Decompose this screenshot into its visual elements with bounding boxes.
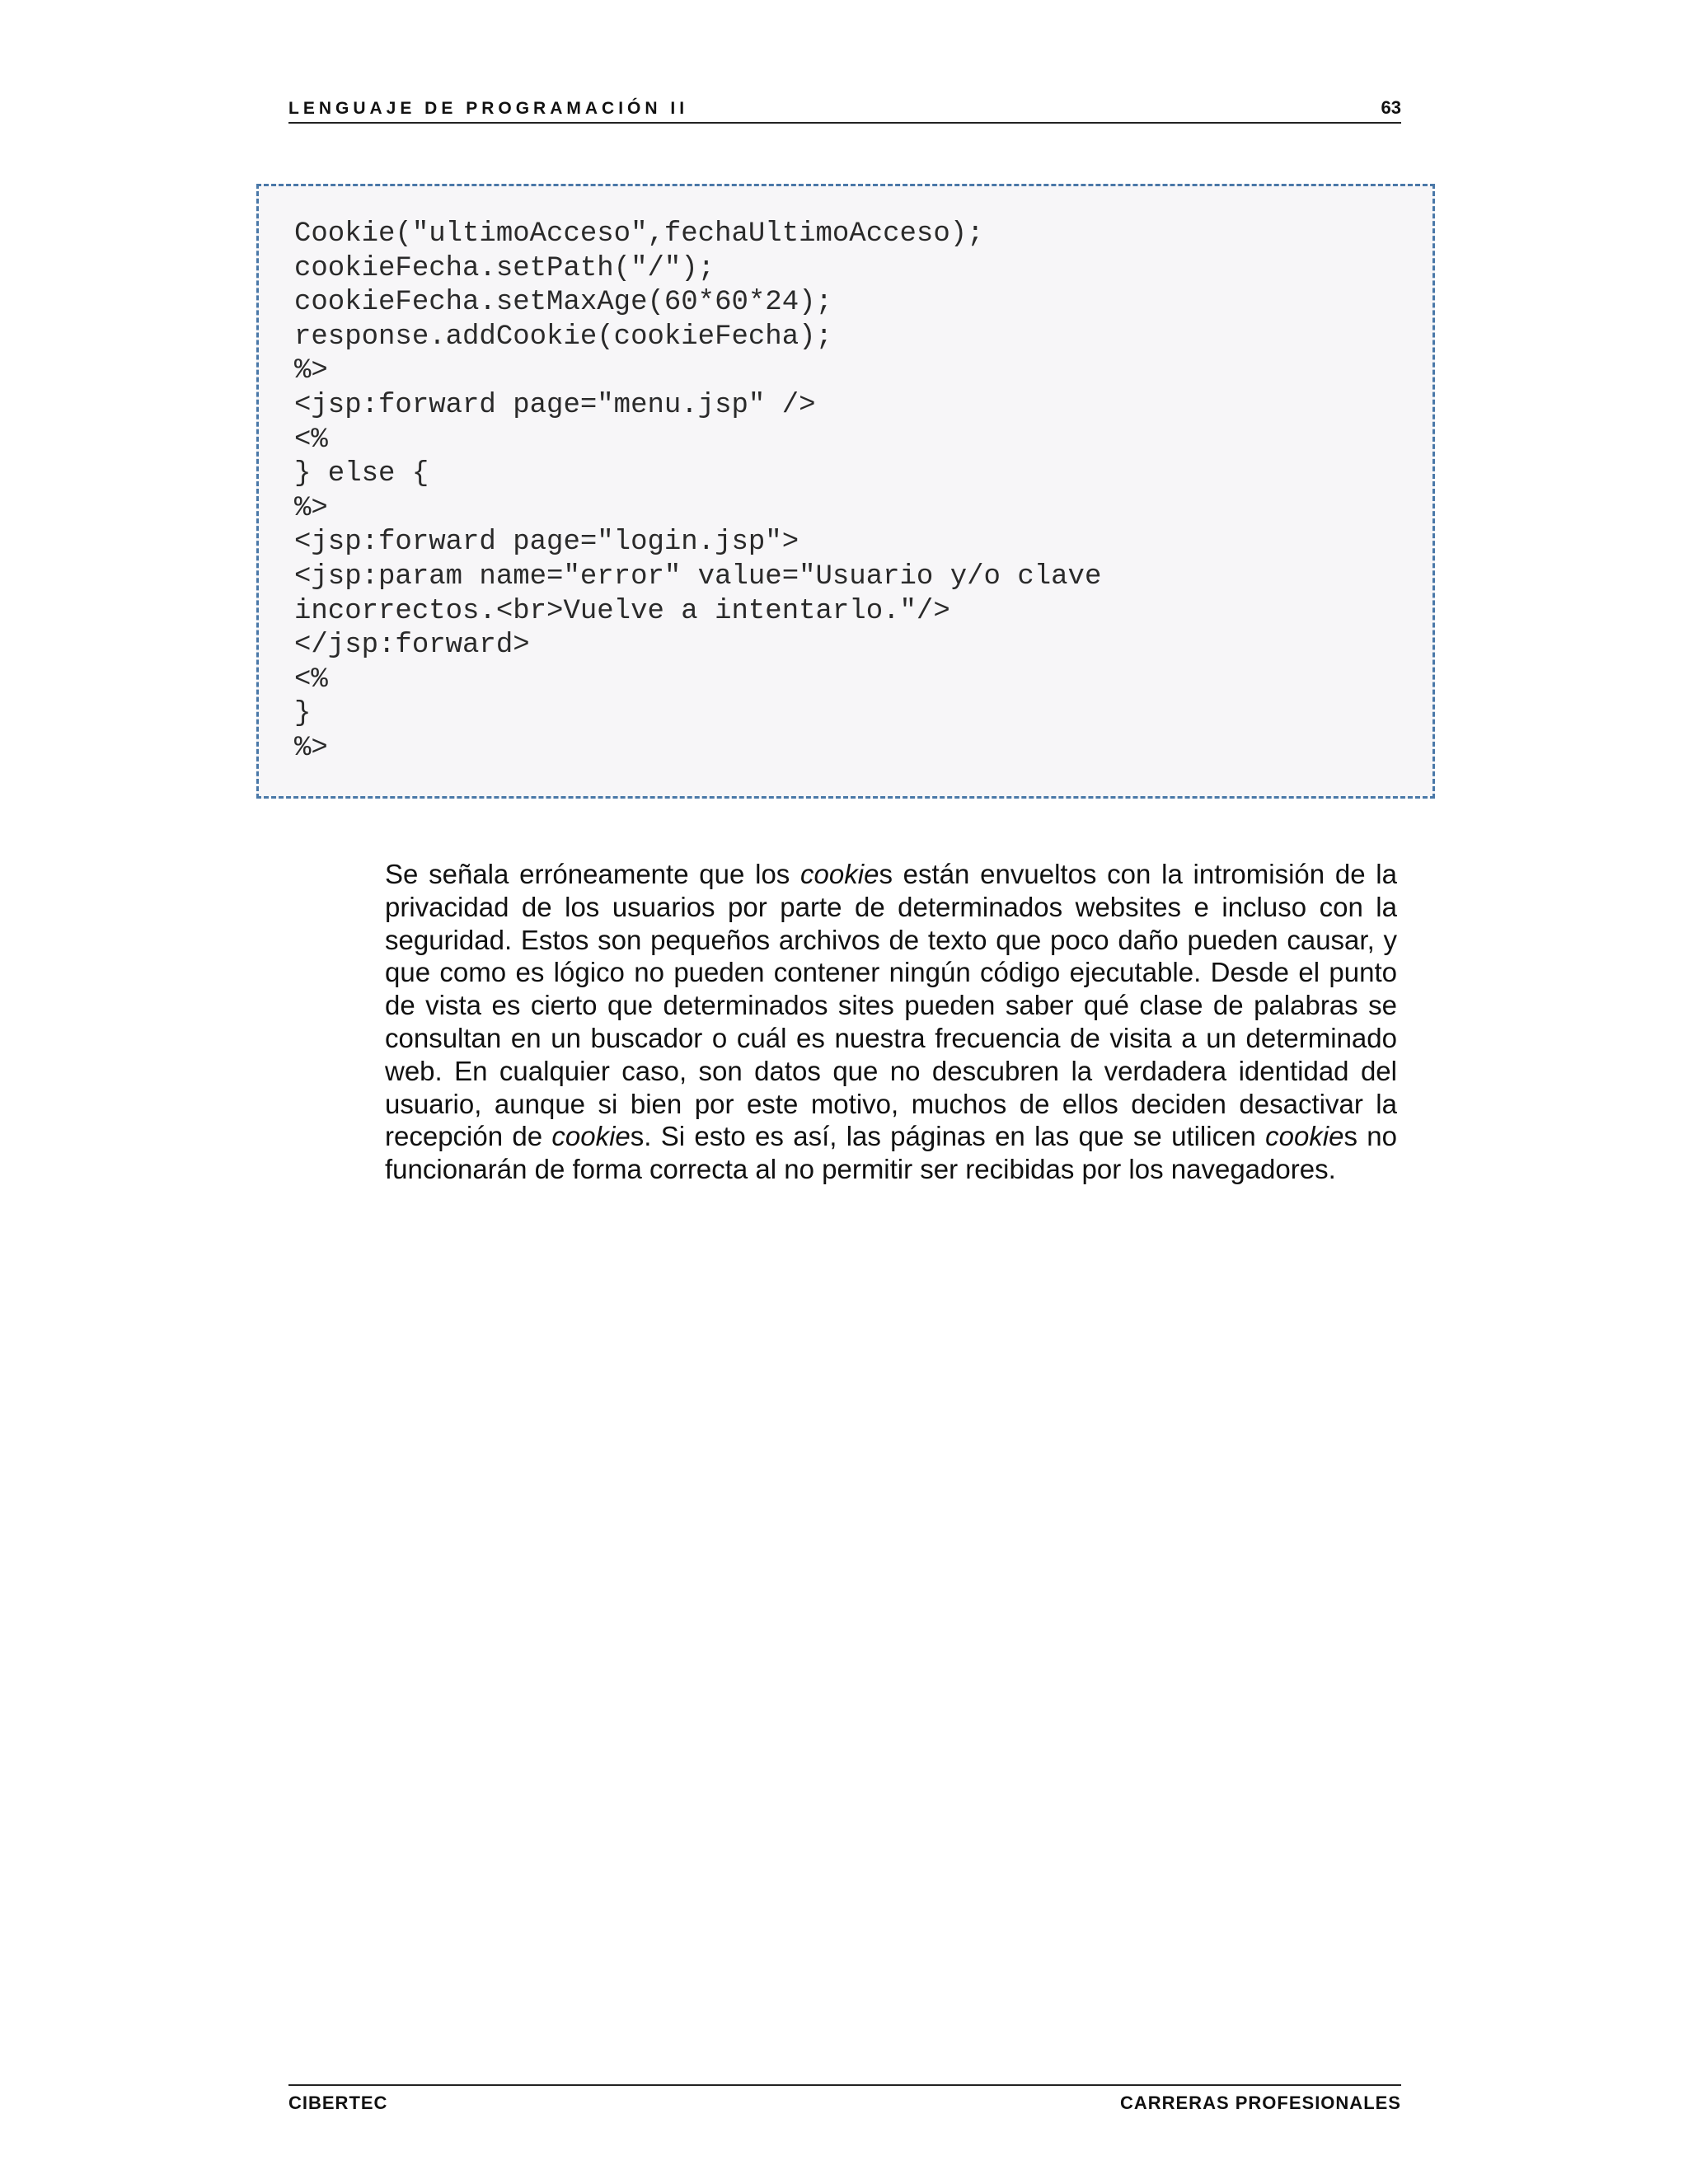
code-line: </jsp:forward> [294,630,530,662]
code-line: <% [294,424,328,456]
paragraph-text: s están envueltos con la intromisión de la privacidad de los usuarios por parte de determinados websites e incluso con la seguridad. Estos son pequeños archivos de texto que poco daño pueden causar, y que como es lógico no pueden contener ningún código ejecutable. Desde el punto de vista es cierto que determinados sites pueden saber qué clase de palabras se consultan en un buscador o cuál es nuestra frecuencia de visita a un determinado web. En cualquier caso, son datos que no descubren la verdadera identidad del usuario, aunque si bien por este motivo, muchos de ellos deciden desactivar la recepción de [385,859,1397,1152]
code-line: cookieFecha.setPath("/"); [294,252,715,284]
footer-right: CARRERAS PROFESIONALES [1119,2093,1401,2113]
code-line: response.addCookie(cookieFecha); [294,321,832,353]
code-line: } [294,698,312,730]
code-line: cookieFecha.setMaxAge(60*60*24); [294,287,832,319]
code-line: %> [294,492,328,524]
paragraph-text: s no funcionarán de forma correcta al no permitir ser recibidas por los navegadores. [385,1121,1397,1185]
header-title: LENGUAJE DE PROGRAMACIÓN II [288,99,689,118]
code-line: <jsp:forward page="login.jsp"> [294,527,799,559]
code-line: } else { [294,458,429,490]
code-listing [256,184,1435,799]
paragraph-text: Se señala erróneamente que los [385,859,801,889]
code-line: %> [294,355,328,387]
page-footer [288,2084,1401,2114]
code-line: %> [294,732,328,764]
paragraph-text: s. Si esto es así, las páginas en las que se utilicen [630,1121,1266,1152]
paragraph-emphasis: cookie [800,859,879,889]
page-number: 63 [1381,97,1401,118]
footer-left: CIBERTEC [288,2093,388,2113]
page-header [288,94,1401,124]
code-line: <jsp:forward page="menu.jsp" /> [294,389,816,421]
paragraph-emphasis: cookie [551,1121,631,1152]
paragraph-emphasis: cookie [1265,1121,1344,1152]
body-paragraph [385,858,1397,1186]
code-line: incorrectos.<br>Vuelve a intentarlo."/> [294,595,950,627]
code-line: <jsp:param name="error" value="Usuario y/o clave [294,560,1102,593]
code-line: Cookie("ultimoAcceso",fechaUltimoAcceso); [294,218,984,250]
code-line: <% [294,663,328,696]
